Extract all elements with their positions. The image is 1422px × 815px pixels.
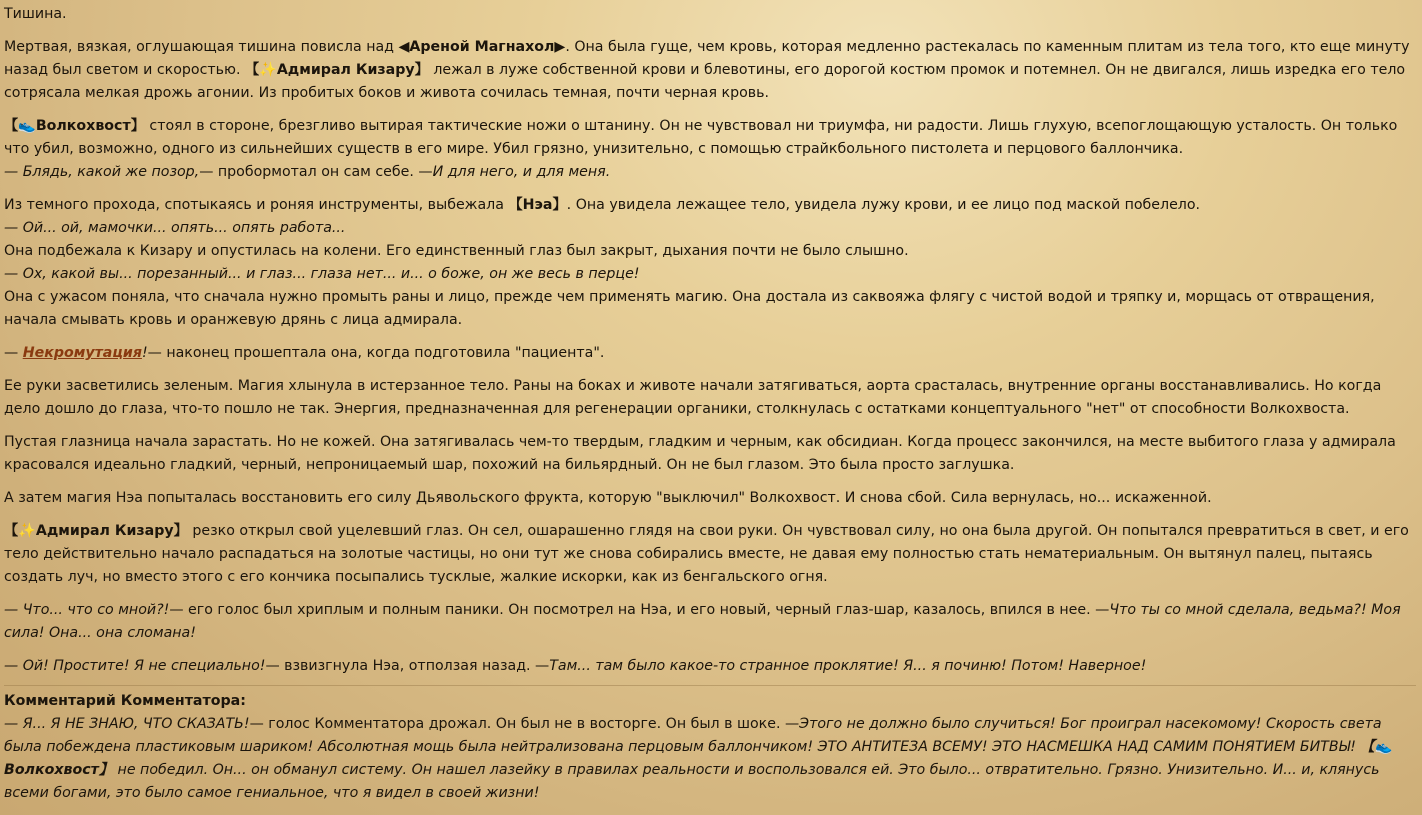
paragraph [4, 599, 1416, 645]
dialogue: не победил. Он... он обманул систему. Он нашел лазейку в правилах реальности и воспользовался ей. Это было... отвратительно. Грязно. Унизительно. И... и, клянусь всеми богами, это было самое гениальное, что я видел в своей жизни! [4, 762, 1380, 801]
narration: — наконец прошептала она, когда подготовила "пациента". [147, 345, 605, 361]
dash: — [4, 345, 23, 361]
arena-label: Ареной Магнахол [409, 39, 555, 55]
necromutation-link[interactable]: Некромутация [22, 345, 142, 361]
dialogue: Там... там было какое-то странное проклятие! Я... я починю! Потом! Наверное! [549, 658, 1147, 674]
paragraph: Ее руки засветились зеленым. Магия хлынула в истерзанное тело. Раны на боках и животе начали затягиваться, аорта срасталась, внутренние органы восстанавливались. Но когда дело дошло до глаза, что-то пошло не так. Энергия, предназначенная для регенерации органики, столкнулась с остатками концептуального "нет" от способности Волкохвоста. [4, 378, 1382, 417]
paragraph [4, 161, 1416, 184]
paragraph: Тишина. [4, 6, 67, 22]
narration: лежал в луже собственной крови и блевотины, его дорогой костюм промок и потемнел. Он не двигался, лишь изредка его тело сотрясала мелкая дрожь агонии. Из пробитых боков и живота сочилась темная, почти черная кровь. [4, 62, 1406, 101]
narration: — пробормотал он сам себе. — [199, 164, 433, 180]
paragraph [4, 520, 1416, 589]
arena-left-marker: ◀ [398, 39, 410, 55]
paragraph: Пустая глазница начала зарастать. Но не кожей. Она затягивалась чем-то твердым, гладким и черным, как обсидиан. Когда процесс закончился, на месте выбитого глаза у адмирала красовался идеально гладкий, черный, непроницаемый шар, похожий на бильярдный. Он не был глазом. Это была просто заглушка. [4, 434, 1396, 473]
narration: . Она увидела лежащее тело, увидела лужу крови, и ее лицо под маской побелело. [566, 197, 1201, 213]
nea-name-tag: 【Нэа】 [508, 197, 567, 213]
narration: стоял в стороне, брезгливо вытирая тактические ножи о штанину. Он не чувствовал ни триумфа, ни радости. Лишь глухую, всепоглощающую усталость. Он только что убил, возможно, одного из сильнейших существ в его мире. Убил грязно, унизительно, с помощью страйкбольного пистолета и перцового баллончика. [4, 118, 1398, 157]
arena-name [399, 39, 566, 55]
paragraph [4, 36, 1416, 105]
dialogue: — Я... Я НЕ ЗНАЮ, ЧТО СКАЗАТЬ! [4, 716, 250, 732]
exclamation: ! [141, 345, 148, 361]
dialogue: Что ты со мной сделала, ведьма?! Моя сила! Она... она сломана! [4, 602, 1401, 641]
paragraph [4, 115, 1416, 161]
commentary-title: Комментарий Комментатора: [4, 693, 246, 709]
narration: — его голос был хриплым и полным паники. Он посмотрел на Нэа, и его новый, черный глаз-шар, казалось, впился в нее. — [169, 602, 1110, 618]
paragraph [4, 655, 1416, 678]
volkohvost-name-tag: 【👟Волкохвост】 [4, 118, 145, 134]
arena-right-marker: ▶ [554, 39, 566, 55]
paragraph: Она подбежала к Кизару и опустилась на колени. Его единственный глаз был закрыт, дыхания почти не было слышно. [4, 243, 909, 259]
dialogue: Этого не должно было случиться! Бог проиграл насекомому! Скорость света была побеждена пластиковым шариком! Абсолютная мощь была нейтрализована перцовым баллончиком! ЭТО АНТИТЕЗА ВСЕМУ! ЭТО НАСМЕШКА НАД САМИМ ПОНЯТИЕМ БИТВЫ! [4, 716, 1382, 755]
paragraph [4, 263, 1416, 286]
narration: . Она была гуще, чем кровь, которая медленно растекалась по каменным плитам из тела того, кто еще минуту назад был светом и скоростью. [4, 39, 1410, 78]
volkohvost-name-tag: 【👟Волкохвост】 [4, 739, 1393, 778]
paragraph [4, 217, 1416, 240]
commentary-paragraph [4, 713, 1416, 805]
narration: Из темного прохода, спотыкаясь и роняя инструменты, выбежала [4, 197, 509, 213]
dialogue: — Что... что со мной?! [4, 602, 170, 618]
narration: — голос Комментатора дрожал. Он был не в восторге. Он был в шоке. — [249, 716, 800, 732]
kizaru-name-tag: 【✨Адмирал Кизару】 [4, 523, 188, 539]
divider [4, 685, 1416, 686]
dialogue: — Ох, какой вы... порезанный... и глаз... глаза нет... и... о боже, он же весь в перце! [4, 266, 640, 282]
dialogue: — Ой... ой, мамочки... опять... опять работа... [4, 220, 346, 236]
narration: Мертвая, вязкая, оглушающая тишина повисла над [4, 39, 399, 55]
paragraph: Она с ужасом поняла, что сначала нужно промыть раны и лицо, прежде чем применять магию. Она достала из саквояжа флягу с чистой водой и тряпку и, морщась от отвращения, начала смывать кровь и оранжевую дрянь с лица адмирала. [4, 289, 1375, 328]
paragraph [4, 194, 1416, 217]
paragraph [4, 342, 1416, 365]
dialogue: — Блядь, какой же позор, [4, 164, 200, 180]
dialogue: И для него, и для меня. [432, 164, 611, 180]
narration: — взвизгнула Нэа, отползая назад. — [265, 658, 550, 674]
paragraph: А затем магия Нэа попыталась восстановить его силу Дьявольского фрукта, которую "выключил" Волкохвост. И снова сбой. Сила вернулась, но... искаженной. [4, 490, 1212, 506]
narration: резко открыл свой уцелевший глаз. Он сел, ошарашенно глядя на свои руки. Он чувствовал силу, но она была другой. Он попытался превратиться в свет, и его тело действительно начало распадаться на золотые частицы, но они тут же снова собирались вместе, не давая ему полностью стать нематериальным. Он вытянул палец, пытаясь создать луч, но вместо этого с его кончика посыпались тусклые, жалкие искорки, как из бенгальского огня. [4, 523, 1409, 585]
kizaru-name-tag: 【✨Адмирал Кизару】 [244, 62, 429, 78]
dialogue: — Ой! Простите! Я не специально! [4, 658, 266, 674]
